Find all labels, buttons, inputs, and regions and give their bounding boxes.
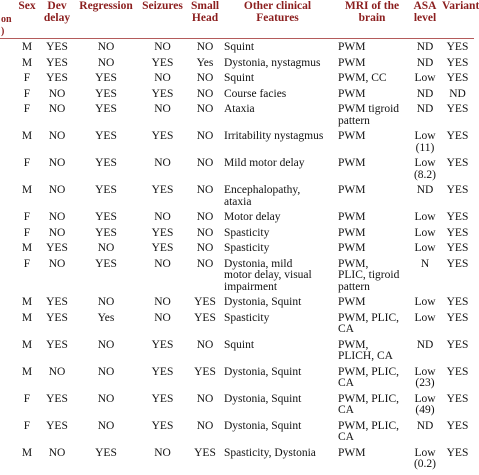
mri-cell: PWM [338, 296, 366, 308]
mri-cell: PWM, PLIC, CA [338, 419, 400, 443]
table-row [0, 158, 474, 185]
table-row [0, 228, 474, 244]
sex-cell: M [21, 41, 33, 53]
sex-cell: M [21, 184, 33, 196]
table-row [0, 185, 474, 212]
table-row [0, 131, 474, 158]
asa-level-cell: Low (11) [414, 130, 436, 154]
other-features-cell: Encephalopathy, ataxia [224, 184, 301, 208]
seizures-cell: NO [154, 211, 171, 223]
small-head-cell: NO [196, 338, 214, 351]
other-features-cell: Dystonia, Squint [224, 392, 302, 405]
variant-cell: YES [446, 72, 469, 84]
id-cell [0, 448, 17, 475]
other-features-cell: Squint [224, 338, 255, 351]
other-features-cell: Dystonia, Squint [224, 419, 302, 432]
variant-cell: YES [446, 211, 469, 223]
variant-cell: YES [446, 446, 469, 459]
regression-cell: YES [95, 157, 117, 169]
asa-level-cell: Low (49) [414, 392, 436, 416]
sex-cell: F [23, 257, 31, 270]
small-head-cell: Yes [196, 56, 214, 69]
asa-level-cell: Low [414, 211, 436, 223]
seizures-cell: NO [154, 296, 171, 308]
seizures-cell: NO [154, 41, 171, 53]
other-features-cell: Dystonia, mild motor delay, visual impairment [224, 257, 312, 293]
id-cell [0, 131, 17, 158]
small-head-cell: NO [196, 184, 214, 196]
variant-cell: YES [446, 419, 469, 432]
col-id-header: on ) [1, 14, 12, 37]
dev-delay-cell: YES [46, 311, 68, 324]
sex-cell: M [21, 311, 33, 324]
col-sex-header: Sex [18, 0, 36, 12]
table-row [0, 313, 474, 340]
sex-cell: F [23, 211, 31, 223]
regression-cell: YES [95, 72, 117, 84]
regression-cell: NO [97, 419, 115, 432]
sex-cell: M [21, 338, 33, 351]
mri-cell: PWM, PLIC, CA [338, 311, 400, 335]
col-mri-header: MRI of the brain [344, 0, 400, 24]
dev-delay-cell: NO [48, 103, 66, 115]
seizures-cell: NO [154, 103, 171, 115]
variant-cell: YES [446, 365, 469, 378]
table-row [0, 340, 474, 367]
id-cell [0, 58, 17, 74]
table-row [0, 367, 474, 394]
dev-delay-cell: YES [46, 72, 68, 84]
asa-level-cell: ND [416, 87, 434, 100]
sex-cell: F [23, 419, 31, 432]
mri-cell: PWM [338, 226, 366, 239]
other-features-cell: Spasticity [224, 242, 270, 254]
dev-delay-cell: NO [48, 157, 66, 169]
table-row [0, 259, 474, 298]
regression-cell: NO [97, 41, 115, 53]
sex-cell: F [23, 87, 31, 100]
asa-level-cell: Low (23) [414, 365, 436, 389]
col-asa-level-header: ASA level [413, 0, 437, 24]
regression-cell: NO [97, 392, 115, 405]
variant-cell: YES [446, 41, 469, 53]
small-head-cell: YES [194, 365, 216, 378]
mri-cell: PWM, CC [338, 72, 387, 84]
other-features-cell: Spasticity [224, 226, 270, 239]
dev-delay-cell: NO [48, 130, 66, 142]
id-cell [0, 158, 17, 185]
table-row [0, 297, 474, 313]
asa-level-cell: ND [416, 41, 434, 53]
regression-cell: YES [95, 446, 117, 459]
variant-cell: YES [446, 103, 469, 115]
table-row [0, 394, 474, 421]
regression-cell: NO [97, 242, 115, 254]
small-head-cell: NO [196, 242, 214, 254]
small-head-cell: YES [194, 296, 216, 308]
sex-cell: M [21, 56, 33, 69]
asa-level-cell: Low [414, 311, 436, 324]
other-features-cell: Dystonia, Squint [224, 296, 302, 308]
id-cell [0, 297, 17, 313]
mri-cell: PWM [338, 446, 366, 459]
regression-cell: YES [95, 257, 117, 270]
id-cell [0, 228, 17, 244]
asa-level-cell: Low [414, 296, 436, 308]
dev-delay-cell: NO [48, 365, 66, 378]
asa-level-cell: Low [414, 242, 436, 254]
id-cell [0, 394, 17, 421]
header-row [0, 0, 474, 39]
mri-cell: PWM [338, 157, 366, 169]
table-body [0, 39, 474, 475]
small-head-cell: NO [196, 392, 214, 405]
other-features-cell: Squint [224, 41, 255, 53]
sex-cell: F [23, 72, 31, 84]
col-variant-header: Variant [442, 0, 479, 12]
id-cell [0, 313, 17, 340]
small-head-cell: YES [194, 446, 216, 459]
seizures-cell: YES [151, 130, 174, 142]
sex-cell: F [23, 226, 31, 239]
seizures-cell: NO [154, 257, 171, 270]
table-row [0, 104, 474, 131]
asa-level-cell: ND [416, 103, 434, 115]
sex-cell: M [21, 296, 33, 308]
col-dev-delay-header: Dev delay [43, 0, 71, 24]
id-cell [0, 243, 17, 259]
variant-cell: ND [449, 87, 466, 100]
id-cell [0, 421, 17, 448]
variant-cell: YES [446, 296, 469, 308]
dev-delay-cell: NO [48, 184, 66, 196]
col-small-head-header: Small Head [191, 0, 220, 24]
asa-level-cell: Low [414, 72, 436, 84]
small-head-cell: NO [196, 41, 214, 53]
regression-cell: YES [95, 184, 117, 196]
variant-cell: YES [446, 257, 469, 270]
dev-delay-cell: YES [46, 296, 68, 308]
dev-delay-cell: NO [48, 87, 66, 100]
id-cell [0, 104, 17, 131]
dev-delay-cell: NO [48, 226, 66, 239]
dev-delay-cell: YES [46, 242, 68, 254]
other-features-cell: Mild motor delay [224, 157, 305, 169]
asa-level-cell: ND [416, 184, 434, 196]
mri-cell: PWM [338, 41, 366, 53]
small-head-cell: NO [196, 72, 214, 84]
mri-cell: PWM [338, 130, 366, 142]
table-row [0, 212, 474, 228]
dev-delay-cell: YES [46, 392, 68, 405]
asa-level-cell: ND [416, 338, 434, 351]
other-features-cell: Irritability nystagmus [224, 130, 324, 142]
table-row [0, 448, 474, 475]
seizures-cell: NO [154, 157, 171, 169]
table-row [0, 421, 474, 448]
regression-cell: Yes [97, 311, 115, 324]
table-row [0, 58, 474, 74]
other-features-cell: Dystonia, Squint [224, 365, 302, 378]
regression-cell: NO [97, 56, 115, 69]
dev-delay-cell: YES [46, 41, 68, 53]
id-cell [0, 367, 17, 394]
other-features-cell: Squint [224, 72, 255, 84]
dev-delay-cell: NO [48, 257, 66, 270]
seizures-cell: YES [151, 338, 174, 351]
regression-cell: NO [97, 365, 115, 378]
mri-cell: PWM, PLIC, CA [338, 365, 400, 389]
id-cell [0, 89, 17, 105]
id-cell [0, 185, 17, 212]
variant-cell: YES [446, 242, 469, 254]
asa-level-cell: N [420, 257, 430, 270]
asa-level-cell: Low (0.2) [413, 446, 437, 470]
mri-cell: PWM [338, 242, 366, 254]
mri-cell: PWM tigroid pattern [338, 103, 400, 127]
other-features-cell: Spasticity [224, 311, 270, 324]
mri-cell: PWM [338, 56, 366, 69]
other-features-cell: Dystonia, nystagmus [224, 56, 321, 69]
small-head-cell: NO [196, 257, 214, 270]
variant-cell: YES [446, 157, 469, 169]
dev-delay-cell: YES [46, 419, 68, 432]
dev-delay-cell: NO [48, 446, 66, 459]
seizures-cell: YES [151, 242, 174, 254]
sex-cell: M [21, 242, 33, 254]
table-row [0, 39, 474, 58]
regression-cell: YES [95, 87, 117, 100]
mri-cell: PWM [338, 211, 366, 223]
sex-cell: M [21, 365, 33, 378]
asa-level-cell: ND [416, 56, 434, 69]
small-head-cell: NO [196, 103, 214, 115]
seizures-cell: YES [151, 226, 174, 239]
regression-cell: YES [95, 226, 117, 239]
sex-cell: F [23, 103, 31, 115]
sex-cell: M [21, 446, 33, 459]
regression-cell: NO [97, 296, 115, 308]
seizures-cell: NO [154, 446, 171, 459]
small-head-cell: YES [194, 311, 216, 324]
seizures-cell: YES [151, 56, 174, 69]
col-seizures-header: Seizures [142, 0, 183, 12]
small-head-cell: NO [196, 157, 214, 169]
variant-cell: YES [446, 392, 469, 405]
mri-cell: PWM [338, 184, 366, 196]
dev-delay-cell: YES [46, 56, 68, 69]
variant-cell: YES [446, 184, 469, 196]
seizures-cell: YES [151, 419, 174, 432]
mri-cell: PWM, PLICH, CA [338, 338, 393, 362]
seizures-cell: YES [151, 392, 174, 405]
col-regression-header: Regression [79, 0, 133, 12]
asa-level-cell: Low (8.2) [413, 157, 437, 181]
id-cell [0, 212, 17, 228]
regression-cell: YES [95, 103, 117, 115]
regression-cell: YES [95, 130, 117, 142]
table-row [0, 243, 474, 259]
mri-cell: PWM, PLIC, CA [338, 392, 400, 416]
small-head-cell: NO [196, 226, 214, 239]
table-row [0, 73, 474, 89]
table-row [0, 89, 474, 105]
other-features-cell: Spasticity, Dystonia [224, 446, 316, 459]
id-cell [0, 73, 17, 89]
id-cell [0, 340, 17, 367]
mri-cell: PWM [338, 87, 366, 100]
sex-cell: M [21, 130, 33, 142]
variant-cell: YES [446, 338, 469, 351]
other-features-cell: Ataxia [224, 103, 255, 115]
seizures-cell: NO [154, 72, 171, 84]
variant-cell: YES [446, 311, 469, 324]
other-features-cell: Motor delay [224, 211, 281, 223]
mri-cell: PWM, PLIC, tigroid pattern [338, 257, 400, 293]
seizures-cell: YES [151, 365, 174, 378]
sex-cell: F [23, 392, 31, 405]
id-cell [0, 39, 17, 58]
id-cell [0, 259, 17, 298]
small-head-cell: NO [196, 419, 214, 432]
dev-delay-cell: YES [46, 338, 68, 351]
variant-cell: YES [446, 56, 469, 69]
sex-cell: F [23, 157, 31, 169]
regression-cell: NO [97, 338, 115, 351]
dev-delay-cell: NO [48, 211, 66, 223]
small-head-cell: NO [196, 211, 214, 223]
asa-level-cell: ND [416, 419, 434, 432]
variant-cell: YES [446, 130, 469, 142]
small-head-cell: NO [196, 130, 214, 142]
seizures-cell: NO [154, 311, 171, 324]
seizures-cell: YES [151, 184, 174, 196]
variant-cell: YES [446, 226, 469, 239]
col-other-features-header: Other clinical Features [243, 0, 312, 24]
small-head-cell: NO [196, 87, 214, 100]
asa-level-cell: Low [414, 226, 436, 239]
regression-cell: YES [95, 211, 117, 223]
other-features-cell: Course facies [224, 87, 287, 100]
seizures-cell: YES [151, 87, 174, 100]
